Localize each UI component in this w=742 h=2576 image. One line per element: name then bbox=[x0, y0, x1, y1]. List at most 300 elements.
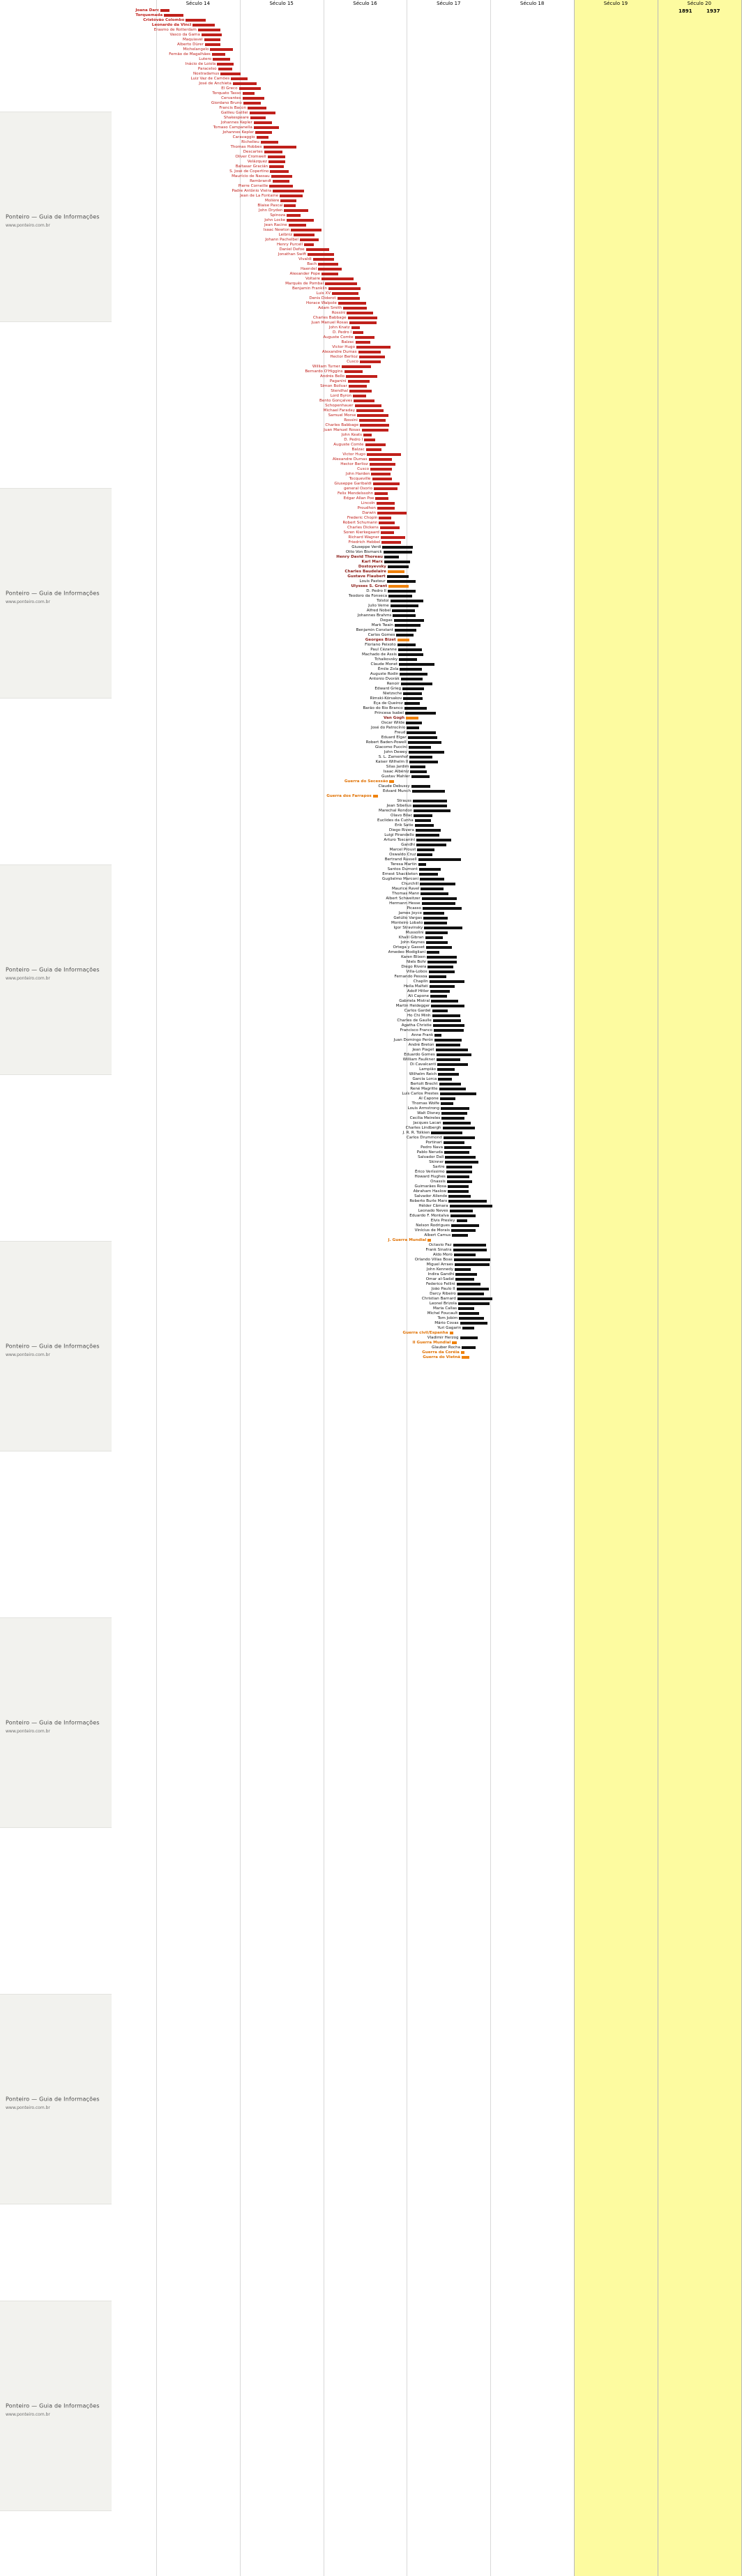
lifespan-bar[interactable] bbox=[391, 600, 423, 602]
lifespan-bar[interactable] bbox=[349, 321, 377, 324]
timeline-row[interactable] bbox=[0, 160, 544, 165]
timeline-row[interactable] bbox=[0, 931, 544, 936]
lifespan-bar[interactable] bbox=[338, 302, 366, 305]
lifespan-bar[interactable] bbox=[457, 1283, 481, 1286]
lifespan-bar[interactable] bbox=[388, 595, 412, 597]
timeline-row[interactable] bbox=[0, 340, 544, 345]
lifespan-bar[interactable] bbox=[384, 561, 410, 563]
timeline-row[interactable] bbox=[0, 423, 544, 428]
timeline-row[interactable] bbox=[0, 384, 544, 389]
lifespan-bar[interactable] bbox=[436, 1044, 460, 1046]
lifespan-bar[interactable] bbox=[434, 1039, 462, 1042]
lifespan-bar[interactable] bbox=[432, 1014, 460, 1017]
timeline-row[interactable] bbox=[0, 101, 544, 106]
timeline-row[interactable] bbox=[0, 326, 544, 330]
timeline-row[interactable] bbox=[0, 1209, 544, 1214]
timeline-row[interactable] bbox=[0, 511, 544, 516]
lifespan-bar[interactable] bbox=[344, 370, 363, 373]
timeline-row[interactable] bbox=[0, 531, 544, 535]
lifespan-bar[interactable] bbox=[374, 487, 397, 490]
timeline-row[interactable] bbox=[0, 779, 544, 784]
lifespan-bar[interactable] bbox=[414, 814, 432, 817]
timeline-row[interactable] bbox=[0, 809, 544, 814]
lifespan-bar[interactable] bbox=[424, 927, 462, 929]
timeline-row[interactable] bbox=[0, 872, 544, 877]
lifespan-bar[interactable] bbox=[268, 160, 285, 163]
timeline-row[interactable] bbox=[0, 457, 544, 462]
lifespan-bar[interactable] bbox=[427, 956, 456, 959]
lifespan-bar[interactable] bbox=[248, 107, 266, 109]
timeline-row[interactable] bbox=[0, 760, 544, 765]
lifespan-bar[interactable] bbox=[354, 399, 374, 402]
timeline-row[interactable] bbox=[0, 443, 544, 448]
timeline-row[interactable] bbox=[0, 926, 544, 931]
lifespan-bar[interactable] bbox=[423, 912, 444, 915]
timeline-row[interactable] bbox=[0, 1009, 544, 1014]
timeline-row[interactable] bbox=[0, 1145, 544, 1150]
timeline-row[interactable] bbox=[0, 116, 544, 121]
lifespan-bar[interactable] bbox=[381, 541, 400, 544]
timeline-row[interactable] bbox=[0, 82, 544, 86]
timeline-row[interactable] bbox=[0, 828, 544, 833]
timeline-row[interactable] bbox=[0, 1121, 544, 1126]
lifespan-bar[interactable] bbox=[412, 790, 445, 793]
lifespan-bar[interactable] bbox=[417, 848, 434, 851]
lifespan-bar[interactable] bbox=[445, 1161, 478, 1164]
timeline-row[interactable] bbox=[0, 1097, 544, 1102]
timeline-row[interactable] bbox=[0, 1311, 544, 1316]
timeline-row[interactable] bbox=[0, 1106, 544, 1111]
timeline-row[interactable] bbox=[0, 1023, 544, 1028]
timeline-row[interactable] bbox=[0, 57, 544, 62]
timeline-row[interactable] bbox=[0, 213, 544, 218]
lifespan-bar[interactable] bbox=[291, 229, 321, 231]
timeline-row[interactable] bbox=[0, 1165, 544, 1170]
timeline-row[interactable] bbox=[0, 452, 544, 457]
timeline-row[interactable] bbox=[0, 1336, 544, 1341]
lifespan-bar[interactable] bbox=[243, 102, 261, 105]
lifespan-bar[interactable] bbox=[231, 77, 248, 80]
lifespan-bar[interactable] bbox=[408, 736, 437, 739]
timeline-row[interactable] bbox=[0, 199, 544, 204]
lifespan-bar[interactable] bbox=[202, 33, 222, 36]
timeline-row[interactable] bbox=[0, 165, 544, 169]
lifespan-bar[interactable] bbox=[370, 463, 395, 466]
timeline-row[interactable] bbox=[0, 911, 544, 916]
timeline-row[interactable] bbox=[0, 306, 544, 311]
lifespan-bar[interactable] bbox=[328, 287, 361, 290]
timeline-row[interactable] bbox=[0, 418, 544, 423]
timeline-row[interactable] bbox=[0, 43, 544, 47]
timeline-row[interactable] bbox=[0, 853, 544, 858]
lifespan-bar[interactable] bbox=[410, 765, 425, 768]
lifespan-bar[interactable] bbox=[284, 204, 295, 207]
lifespan-bar[interactable] bbox=[398, 648, 422, 651]
lifespan-bar[interactable] bbox=[458, 1307, 474, 1310]
timeline-row[interactable] bbox=[0, 545, 544, 550]
timeline-row[interactable] bbox=[0, 589, 544, 594]
timeline-row[interactable] bbox=[0, 506, 544, 511]
lifespan-bar[interactable] bbox=[261, 141, 278, 144]
timeline-row[interactable] bbox=[0, 1087, 544, 1092]
lifespan-bar[interactable] bbox=[444, 1151, 469, 1154]
timeline-row[interactable] bbox=[0, 252, 544, 257]
lifespan-bar[interactable] bbox=[422, 902, 456, 905]
lifespan-bar[interactable] bbox=[441, 1112, 467, 1115]
lifespan-bar[interactable] bbox=[451, 1229, 476, 1232]
lifespan-bar[interactable] bbox=[441, 1102, 453, 1105]
timeline-row[interactable] bbox=[0, 316, 544, 321]
lifespan-bar[interactable] bbox=[360, 424, 389, 427]
lifespan-bar[interactable] bbox=[427, 966, 453, 968]
lifespan-bar[interactable] bbox=[381, 536, 405, 539]
timeline-row[interactable] bbox=[0, 448, 544, 452]
lifespan-bar[interactable] bbox=[447, 1180, 472, 1183]
timeline-row[interactable] bbox=[0, 184, 544, 189]
lifespan-bar[interactable] bbox=[424, 922, 446, 924]
lifespan-bar[interactable] bbox=[380, 526, 400, 529]
timeline-row[interactable] bbox=[0, 565, 544, 570]
lifespan-bar[interactable] bbox=[407, 731, 435, 734]
timeline-row[interactable] bbox=[0, 555, 544, 560]
lifespan-bar[interactable] bbox=[364, 439, 375, 441]
lifespan-bar[interactable] bbox=[444, 1136, 475, 1139]
timeline-row[interactable] bbox=[0, 1062, 544, 1067]
lifespan-bar[interactable] bbox=[439, 1088, 467, 1090]
timeline-row[interactable] bbox=[0, 1116, 544, 1121]
lifespan-bar[interactable] bbox=[439, 1083, 461, 1085]
lifespan-bar[interactable] bbox=[462, 1327, 474, 1329]
timeline-row[interactable] bbox=[0, 599, 544, 604]
lifespan-bar[interactable] bbox=[343, 307, 367, 310]
lifespan-bar[interactable] bbox=[366, 448, 381, 451]
lifespan-bar[interactable] bbox=[457, 1219, 467, 1222]
timeline-row[interactable] bbox=[0, 775, 544, 779]
timeline-row[interactable] bbox=[0, 355, 544, 360]
timeline-row[interactable] bbox=[0, 814, 544, 818]
lifespan-bar[interactable] bbox=[441, 1117, 464, 1120]
lifespan-bar[interactable] bbox=[430, 995, 447, 998]
timeline-row[interactable] bbox=[0, 570, 544, 574]
lifespan-bar[interactable] bbox=[357, 414, 388, 417]
lifespan-bar[interactable] bbox=[325, 282, 357, 285]
lifespan-bar[interactable] bbox=[457, 1288, 489, 1290]
timeline-row[interactable] bbox=[0, 23, 544, 28]
timeline-row[interactable] bbox=[0, 950, 544, 955]
lifespan-bar[interactable] bbox=[403, 692, 421, 695]
timeline-row[interactable] bbox=[0, 921, 544, 926]
lifespan-bar[interactable] bbox=[399, 663, 434, 666]
timeline-row[interactable] bbox=[0, 1155, 544, 1160]
timeline-row[interactable] bbox=[0, 692, 544, 696]
timeline-row[interactable] bbox=[0, 1258, 544, 1263]
lifespan-bar[interactable] bbox=[450, 1332, 453, 1334]
lifespan-bar[interactable] bbox=[300, 238, 319, 241]
timeline-row[interactable] bbox=[0, 204, 544, 208]
lifespan-bar[interactable] bbox=[332, 292, 358, 295]
lifespan-bar[interactable] bbox=[388, 585, 409, 588]
lifespan-bar[interactable] bbox=[443, 1127, 475, 1129]
timeline-row[interactable] bbox=[0, 677, 544, 682]
timeline-row[interactable] bbox=[0, 843, 544, 848]
lifespan-bar[interactable] bbox=[164, 14, 183, 17]
timeline-row[interactable] bbox=[0, 135, 544, 140]
timeline-row[interactable] bbox=[0, 433, 544, 438]
timeline-row[interactable] bbox=[0, 633, 544, 638]
lifespan-bar[interactable] bbox=[436, 1049, 468, 1051]
lifespan-bar[interactable] bbox=[377, 507, 395, 510]
timeline-row[interactable] bbox=[0, 667, 544, 672]
timeline-row[interactable] bbox=[0, 145, 544, 150]
lifespan-bar[interactable] bbox=[454, 1258, 490, 1261]
lifespan-bar[interactable] bbox=[381, 531, 394, 534]
lifespan-bar[interactable] bbox=[379, 517, 391, 519]
lifespan-bar[interactable] bbox=[373, 482, 400, 485]
lifespan-bar[interactable] bbox=[377, 512, 407, 515]
timeline-row[interactable] bbox=[0, 721, 544, 726]
timeline-row[interactable] bbox=[0, 672, 544, 677]
timeline-row[interactable] bbox=[0, 365, 544, 369]
lifespan-bar[interactable] bbox=[391, 604, 418, 607]
lifespan-bar[interactable] bbox=[411, 775, 430, 778]
lifespan-bar[interactable] bbox=[192, 24, 214, 26]
timeline-row[interactable] bbox=[0, 628, 544, 633]
lifespan-bar[interactable] bbox=[459, 1312, 479, 1315]
lifespan-bar[interactable] bbox=[321, 273, 338, 275]
lifespan-bar[interactable] bbox=[409, 751, 444, 754]
lifespan-bar[interactable] bbox=[398, 653, 423, 656]
timeline-row[interactable] bbox=[0, 1067, 544, 1072]
timeline-row[interactable] bbox=[0, 1277, 544, 1282]
timeline-row[interactable] bbox=[0, 1053, 544, 1058]
timeline-row[interactable] bbox=[0, 560, 544, 565]
timeline-row[interactable] bbox=[0, 291, 544, 296]
timeline-row[interactable] bbox=[0, 1043, 544, 1048]
timeline-row[interactable] bbox=[0, 1141, 544, 1145]
lifespan-bar[interactable] bbox=[374, 492, 388, 495]
lifespan-bar[interactable] bbox=[284, 209, 308, 212]
timeline-row[interactable] bbox=[0, 906, 544, 911]
lifespan-bar[interactable] bbox=[454, 1253, 476, 1256]
lifespan-bar[interactable] bbox=[388, 570, 404, 573]
lifespan-bar[interactable] bbox=[413, 800, 447, 802]
lifespan-bar[interactable] bbox=[387, 575, 409, 578]
timeline-row[interactable] bbox=[0, 594, 544, 599]
lifespan-bar[interactable] bbox=[353, 331, 363, 334]
timeline-row[interactable] bbox=[0, 1194, 544, 1199]
timeline-row[interactable] bbox=[0, 91, 544, 96]
timeline-row[interactable] bbox=[0, 301, 544, 306]
lifespan-bar[interactable] bbox=[444, 1141, 464, 1144]
timeline-row[interactable] bbox=[0, 980, 544, 984]
timeline-row[interactable] bbox=[0, 789, 544, 794]
timeline-row[interactable] bbox=[0, 706, 544, 711]
timeline-row[interactable] bbox=[0, 125, 544, 130]
lifespan-bar[interactable] bbox=[388, 590, 416, 593]
timeline-row[interactable] bbox=[0, 838, 544, 843]
lifespan-bar[interactable] bbox=[363, 434, 372, 436]
lifespan-bar[interactable] bbox=[397, 639, 409, 641]
timeline-row[interactable] bbox=[0, 701, 544, 706]
lifespan-bar[interactable] bbox=[239, 87, 261, 90]
lifespan-bar[interactable] bbox=[460, 1336, 478, 1339]
timeline-row[interactable] bbox=[0, 823, 544, 828]
timeline-row[interactable] bbox=[0, 487, 544, 491]
timeline-row[interactable] bbox=[0, 477, 544, 482]
timeline-row[interactable] bbox=[0, 1082, 544, 1087]
timeline-row[interactable] bbox=[0, 472, 544, 477]
timeline-row[interactable] bbox=[0, 711, 544, 716]
lifespan-bar[interactable] bbox=[356, 346, 391, 349]
timeline-row[interactable] bbox=[0, 360, 544, 365]
lifespan-bar[interactable] bbox=[431, 1131, 462, 1134]
lifespan-bar[interactable] bbox=[384, 556, 399, 558]
timeline-row[interactable] bbox=[0, 848, 544, 853]
lifespan-bar[interactable] bbox=[270, 170, 288, 173]
lifespan-bar[interactable] bbox=[205, 43, 220, 46]
timeline-row[interactable] bbox=[0, 438, 544, 443]
timeline-row[interactable] bbox=[0, 818, 544, 823]
lifespan-bar[interactable] bbox=[416, 829, 441, 832]
lifespan-bar[interactable] bbox=[416, 834, 439, 837]
timeline-row[interactable] bbox=[0, 862, 544, 867]
timeline-row[interactable] bbox=[0, 794, 544, 799]
lifespan-bar[interactable] bbox=[210, 48, 232, 51]
lifespan-bar[interactable] bbox=[394, 619, 425, 622]
timeline-row[interactable] bbox=[0, 243, 544, 247]
timeline-row[interactable] bbox=[0, 1072, 544, 1077]
timeline-row[interactable] bbox=[0, 653, 544, 657]
timeline-row[interactable] bbox=[0, 1350, 544, 1355]
timeline-row[interactable] bbox=[0, 501, 544, 506]
timeline-row[interactable] bbox=[0, 799, 544, 804]
lifespan-bar[interactable] bbox=[434, 1029, 463, 1032]
timeline-row[interactable] bbox=[0, 62, 544, 67]
timeline-row[interactable] bbox=[0, 1111, 544, 1116]
timeline-row[interactable] bbox=[0, 389, 544, 394]
timeline-row[interactable] bbox=[0, 604, 544, 609]
lifespan-bar[interactable] bbox=[405, 712, 436, 715]
lifespan-bar[interactable] bbox=[415, 819, 432, 822]
timeline-row[interactable] bbox=[0, 994, 544, 999]
lifespan-bar[interactable] bbox=[353, 395, 366, 397]
lifespan-bar[interactable] bbox=[393, 614, 415, 617]
timeline-row[interactable] bbox=[0, 1004, 544, 1009]
timeline-row[interactable] bbox=[0, 218, 544, 223]
timeline-row[interactable] bbox=[0, 1102, 544, 1106]
lifespan-bar[interactable] bbox=[448, 1195, 470, 1198]
timeline-row[interactable] bbox=[0, 657, 544, 662]
lifespan-bar[interactable] bbox=[359, 419, 386, 422]
lifespan-bar[interactable] bbox=[455, 1263, 490, 1266]
lifespan-bar[interactable] bbox=[427, 1239, 431, 1242]
timeline-row[interactable] bbox=[0, 945, 544, 950]
lifespan-bar[interactable] bbox=[460, 1322, 488, 1325]
lifespan-bar[interactable] bbox=[406, 717, 418, 719]
lifespan-bar[interactable] bbox=[372, 478, 393, 480]
lifespan-bar[interactable] bbox=[213, 58, 230, 61]
timeline-row[interactable] bbox=[0, 1243, 544, 1248]
timeline-row[interactable] bbox=[0, 1170, 544, 1175]
lifespan-bar[interactable] bbox=[396, 634, 414, 637]
lifespan-bar[interactable] bbox=[437, 1068, 455, 1071]
lifespan-bar[interactable] bbox=[407, 726, 418, 729]
timeline-row[interactable] bbox=[0, 67, 544, 72]
timeline-row[interactable] bbox=[0, 1287, 544, 1292]
lifespan-bar[interactable] bbox=[271, 175, 292, 178]
timeline-row[interactable] bbox=[0, 1150, 544, 1155]
lifespan-bar[interactable] bbox=[355, 404, 382, 407]
timeline-row[interactable] bbox=[0, 52, 544, 57]
timeline-row[interactable] bbox=[0, 409, 544, 413]
timeline-row[interactable] bbox=[0, 984, 544, 989]
lifespan-bar[interactable] bbox=[356, 409, 384, 412]
timeline-row[interactable] bbox=[0, 267, 544, 272]
lifespan-bar[interactable] bbox=[217, 63, 234, 66]
lifespan-bar[interactable] bbox=[404, 707, 427, 710]
lifespan-bar[interactable] bbox=[218, 68, 232, 70]
lifespan-bar[interactable] bbox=[448, 1185, 469, 1188]
timeline-row[interactable] bbox=[0, 223, 544, 228]
timeline-row[interactable] bbox=[0, 1199, 544, 1204]
lifespan-bar[interactable] bbox=[264, 146, 296, 148]
lifespan-bar[interactable] bbox=[408, 741, 442, 744]
lifespan-bar[interactable] bbox=[431, 1005, 464, 1007]
timeline-row[interactable] bbox=[0, 975, 544, 980]
timeline-row[interactable] bbox=[0, 765, 544, 770]
lifespan-bar[interactable] bbox=[306, 248, 330, 251]
timeline-row[interactable] bbox=[0, 916, 544, 921]
timeline-row[interactable] bbox=[0, 1306, 544, 1311]
lifespan-bar[interactable] bbox=[243, 92, 255, 95]
timeline-row[interactable] bbox=[0, 618, 544, 623]
timeline-row[interactable] bbox=[0, 940, 544, 945]
lifespan-bar[interactable] bbox=[419, 868, 441, 871]
timeline-row[interactable] bbox=[0, 496, 544, 501]
lifespan-bar[interactable] bbox=[452, 1341, 456, 1344]
timeline-row[interactable] bbox=[0, 955, 544, 960]
timeline-row[interactable] bbox=[0, 1331, 544, 1336]
lifespan-bar[interactable] bbox=[212, 53, 225, 56]
timeline-row[interactable] bbox=[0, 1092, 544, 1097]
timeline-row[interactable] bbox=[0, 1292, 544, 1297]
timeline-row[interactable] bbox=[0, 999, 544, 1004]
lifespan-bar[interactable] bbox=[359, 356, 385, 358]
lifespan-bar[interactable] bbox=[433, 1019, 461, 1022]
timeline-row[interactable] bbox=[0, 1282, 544, 1287]
lifespan-bar[interactable] bbox=[437, 1058, 460, 1061]
lifespan-bar[interactable] bbox=[426, 946, 452, 949]
lifespan-bar[interactable] bbox=[441, 1107, 469, 1110]
lifespan-bar[interactable] bbox=[388, 565, 409, 568]
timeline-row[interactable] bbox=[0, 662, 544, 667]
timeline-row[interactable] bbox=[0, 687, 544, 692]
timeline-row[interactable] bbox=[0, 736, 544, 740]
lifespan-bar[interactable] bbox=[268, 155, 285, 158]
lifespan-bar[interactable] bbox=[462, 1346, 476, 1349]
timeline-row[interactable] bbox=[0, 804, 544, 809]
lifespan-bar[interactable] bbox=[438, 1073, 459, 1076]
timeline-row[interactable] bbox=[0, 1028, 544, 1033]
timeline-row[interactable] bbox=[0, 96, 544, 101]
lifespan-bar[interactable] bbox=[264, 151, 282, 153]
lifespan-bar[interactable] bbox=[433, 1024, 464, 1027]
timeline-row[interactable] bbox=[0, 413, 544, 418]
lifespan-bar[interactable] bbox=[410, 770, 427, 773]
lifespan-bar[interactable] bbox=[198, 29, 220, 31]
timeline-row[interactable] bbox=[0, 901, 544, 906]
lifespan-bar[interactable] bbox=[448, 1200, 487, 1203]
